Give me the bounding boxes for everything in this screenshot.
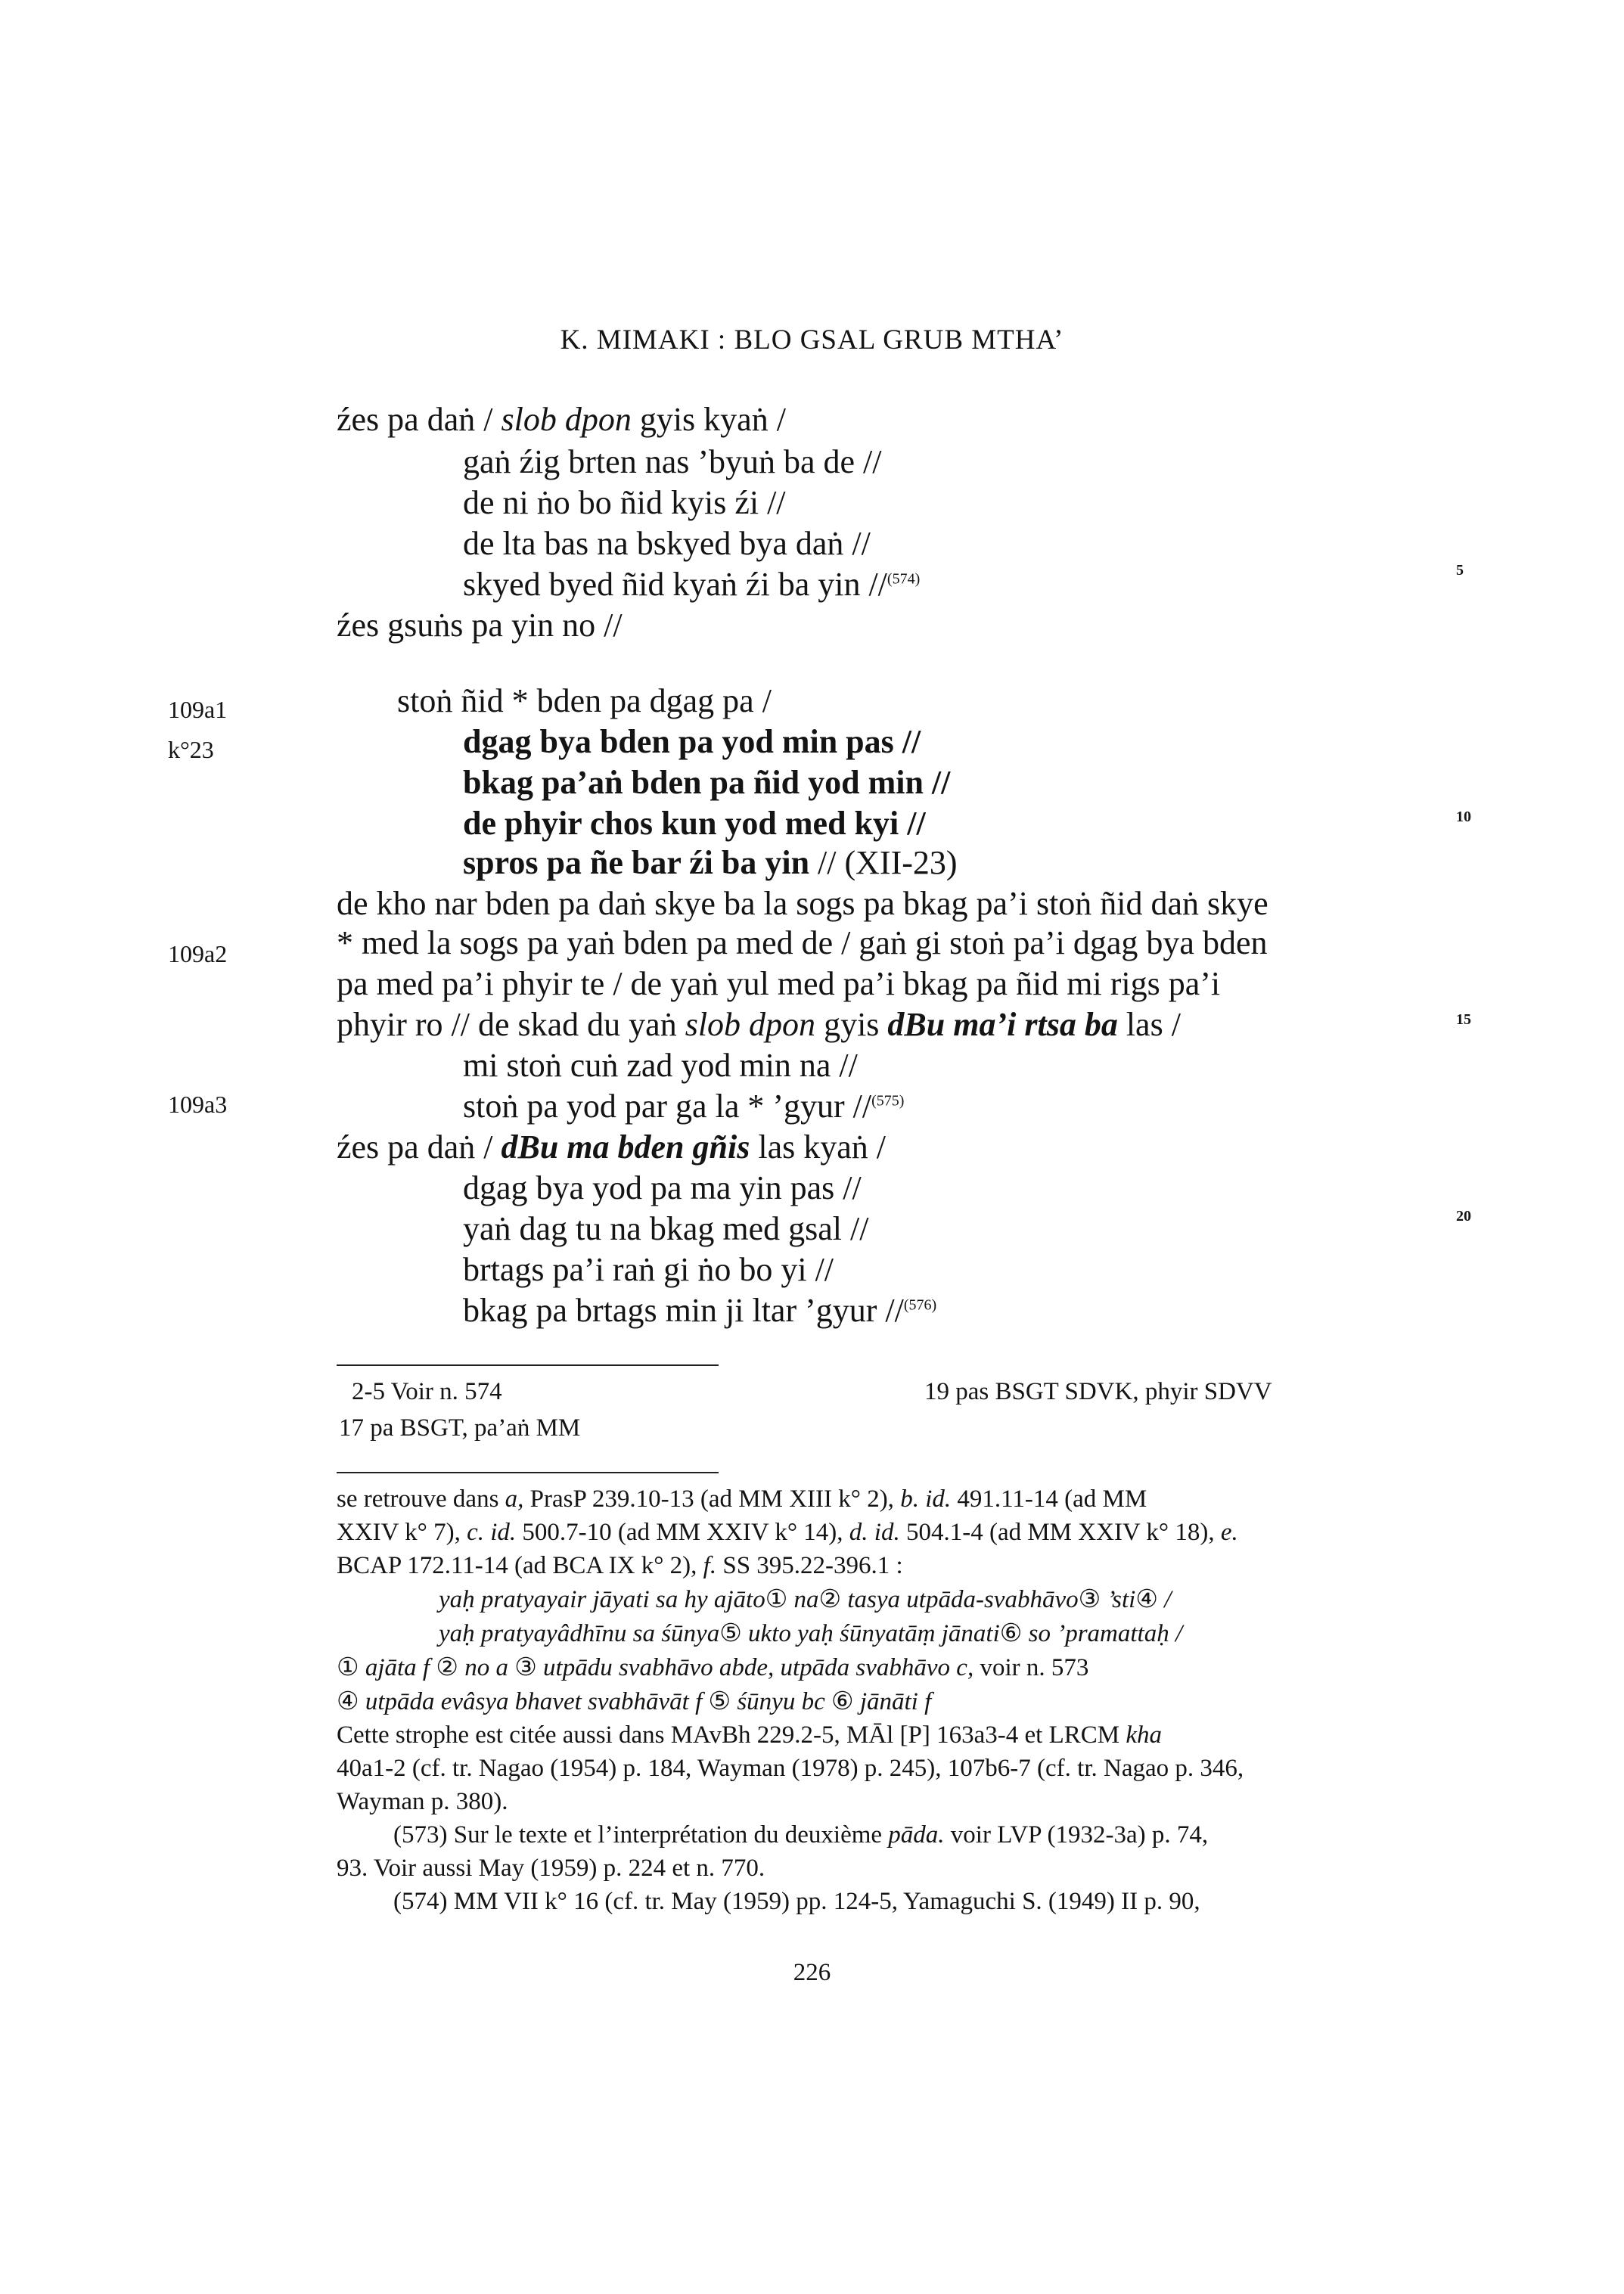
text-segment: dgag bya bden pa yod min pas //: [463, 723, 921, 760]
footnote-line: [337, 1685, 931, 1718]
text-segment: se retrouve dans: [337, 1485, 505, 1513]
text-segment: ④: [1135, 1586, 1158, 1613]
text-segment: (573) Sur le texte et l’interprétation du deuxième: [393, 1821, 889, 1849]
text-segment: /: [1157, 1586, 1172, 1613]
text-line: [463, 1168, 862, 1209]
text-line: [337, 1127, 886, 1168]
text-segment: gaṅ źig brten nas ’byuṅ ba de //: [463, 443, 882, 480]
folio-ref: 109a1: [168, 696, 228, 723]
text-line: [463, 523, 871, 564]
text-segment: dBu ma bden gñis: [501, 1128, 750, 1166]
footnote-line: [337, 1482, 1147, 1516]
text-segment: f.: [703, 1552, 717, 1579]
text-segment: so ’pramattaḥ /: [1022, 1620, 1183, 1647]
footnote-line: [439, 1583, 1171, 1616]
text-segment: yaḥ pratyayâdhīnu sa śūnya: [439, 1620, 720, 1647]
apparatus-rule: [337, 1364, 719, 1366]
footnote-line: [337, 1651, 1088, 1684]
text-segment: ⑥: [999, 1620, 1023, 1647]
text-line: [337, 1004, 1181, 1045]
text-segment: XXIV k° 7),: [337, 1519, 467, 1546]
text-line: [397, 681, 772, 722]
text-line: [463, 843, 958, 883]
text-segment: na: [787, 1586, 819, 1613]
text-segment: phyir ro // de skad du yaṅ: [337, 1006, 685, 1043]
text-segment: pa med pa’i phyir te / de yaṅ yul med pa’i bkag pa ñid mi rigs pa’i: [337, 965, 1221, 1002]
text-segment: las kyaṅ /: [750, 1128, 886, 1166]
text-segment: pāda.: [888, 1821, 945, 1849]
text-line: [463, 442, 882, 483]
footnote-line: [337, 1852, 765, 1885]
text-segment: dBu ma’i rtsa ba: [887, 1006, 1118, 1043]
text-segment: dgag bya yod pa ma yin pas //: [463, 1169, 862, 1206]
text-line: [337, 399, 786, 440]
text-segment: stoṅ pa yod par ga la * ’gyur //: [463, 1088, 872, 1125]
text-segment: // (XII-23): [809, 844, 958, 881]
text-segment: yaṅ dag tu na bkag med gsal //: [463, 1210, 869, 1247]
text-segment: utpādu svabhāvo abde, utpāda svabhāvo c,: [543, 1654, 974, 1681]
text-segment: śūnyu bc: [737, 1688, 825, 1715]
text-segment: slob dpon: [685, 1006, 816, 1043]
text-segment: ’sti: [1101, 1586, 1136, 1613]
text-line: [463, 483, 786, 523]
text-segment: (574) MM VII k° 16 (cf. tr. May (1959) pp. 124-5, Yamaguchi S. (1949) II p. 90,: [393, 1888, 1200, 1915]
text-segment: ⑤: [702, 1688, 737, 1715]
text-segment: gyis kyaṅ /: [631, 401, 786, 438]
line-number: 20: [1456, 1208, 1471, 1225]
running-header: K. MIMAKI : BLO GSAL GRUB MTHA’: [560, 324, 1064, 355]
text-segment: kha: [1126, 1721, 1162, 1749]
text-segment: no a: [464, 1654, 508, 1681]
footnote-ref: (576): [903, 1296, 937, 1314]
text-segment: e.: [1220, 1519, 1238, 1546]
text-segment: Wayman p. 380).: [337, 1788, 508, 1815]
text-segment: bkag pa brtags min ji ltar ’gyur //: [463, 1292, 904, 1329]
text-segment: ②: [818, 1586, 842, 1613]
footnote-line: [337, 1785, 508, 1818]
text-segment: 500.7-10 (ad MM XXIV k° 14),: [516, 1519, 849, 1546]
text-segment: gyis: [815, 1006, 888, 1043]
text-line: [463, 1249, 834, 1290]
text-segment: ①: [765, 1586, 788, 1613]
folio-ref: 109a3: [168, 1091, 228, 1118]
text-segment: ⑤: [719, 1620, 742, 1647]
text-segment: Cette strophe est citée aussi dans MAvBh 229.2-5, MĀl [P] 163a3-4 et LRCM: [337, 1721, 1126, 1749]
text-segment: de kho nar bden pa daṅ skye ba la sogs pa bkag pa’i stoṅ ñid daṅ skye: [337, 885, 1268, 922]
text-line: [463, 803, 926, 844]
text-line: [337, 923, 1267, 964]
footnote-line: [337, 1752, 1244, 1785]
text-line: [337, 964, 1220, 1004]
line-number: 5: [1456, 562, 1464, 579]
text-segment: źes gsuṅs pa yin no //: [337, 607, 623, 644]
text-line: [463, 1086, 904, 1127]
line-number: 15: [1456, 1011, 1471, 1028]
text-segment: yaḥ pratyayair jāyati sa hy ajāto: [439, 1586, 765, 1613]
text-line: [463, 564, 920, 605]
text-segment: voir n. 573: [973, 1654, 1089, 1681]
text-line: [463, 1209, 868, 1249]
text-segment: ajāta f: [365, 1654, 430, 1681]
karika-ref: k°23: [168, 736, 214, 763]
text-segment: ③: [1078, 1586, 1101, 1613]
text-line: [463, 722, 921, 762]
text-line: [463, 1045, 858, 1086]
footnote-line: [337, 1718, 1162, 1752]
text-segment: źes pa daṅ /: [337, 1128, 501, 1166]
text-segment: BCAP 172.11-14 (ad BCA IX k° 2),: [337, 1552, 703, 1579]
footnote-line: [393, 1885, 1200, 1918]
page-number: 226: [793, 1959, 831, 1986]
text-segment: spros pa ñe bar źi ba yin: [463, 844, 810, 881]
text-segment: d. id.: [849, 1519, 900, 1546]
text-segment: * med la sogs pa yaṅ bden pa med de / gaṅ gi stoṅ pa’i dgag bya bden: [337, 924, 1268, 961]
text-line: [463, 1290, 936, 1331]
text-segment: PrasP 239.10-13 (ad MM XIII k° 2),: [523, 1485, 901, 1513]
text-segment: ukto yaḥ śūnyatāṃ jānati: [741, 1620, 1000, 1647]
text-segment: brtags pa’i raṅ gi ṅo bo yi //: [463, 1251, 834, 1288]
text-segment: de ni ṅo bo ñid kyis źi //: [463, 484, 786, 521]
text-segment: voir LVP (1932-3a) p. 74,: [944, 1821, 1209, 1849]
text-segment: 491.11-14 (ad MM: [951, 1485, 1147, 1513]
text-segment: jānāti f: [859, 1688, 932, 1715]
text-segment: b. id.: [900, 1485, 952, 1513]
footnote-ref: (574): [887, 570, 921, 588]
text-segment: 93. Voir aussi May (1959) p. 224 et n. 770.: [337, 1855, 765, 1882]
footnote-line: [439, 1617, 1182, 1650]
variant-reading: 2-5 Voir n. 574: [352, 1378, 502, 1405]
footnote-line: [393, 1818, 1208, 1852]
footnote-line: [337, 1549, 903, 1582]
text-segment: 40a1-2 (cf. tr. Nagao (1954) p. 184, Wayman (1978) p. 245), 107b6-7 (cf. tr. Nagao p. 346,: [337, 1755, 1244, 1782]
text-line: [337, 605, 623, 646]
text-segment: las /: [1117, 1006, 1181, 1043]
folio-ref: 109a2: [168, 940, 228, 967]
text-segment: bkag pa’aṅ bden pa ñid yod min //: [463, 764, 951, 801]
footnote-ref: (575): [871, 1092, 905, 1110]
line-number: 10: [1456, 809, 1471, 825]
text-segment: de phyir chos kun yod med kyi //: [463, 805, 926, 842]
text-segment: źes pa daṅ /: [337, 401, 501, 438]
text-segment: skyed byed ñid kyaṅ źi ba yin //: [463, 566, 887, 603]
footnote-line: [337, 1516, 1238, 1549]
text-segment: utpāda evâsya bhavet svabhāvāt f: [365, 1688, 703, 1715]
text-segment: ③: [508, 1654, 544, 1681]
text-segment: mi stoṅ cuṅ zad yod min na //: [463, 1047, 858, 1084]
text-line: [337, 883, 1268, 924]
text-segment: c. id.: [467, 1519, 517, 1546]
text-segment: slob dpon: [501, 401, 632, 438]
text-segment: ①: [337, 1654, 365, 1681]
text-line: [463, 762, 950, 803]
footnote-rule: [337, 1472, 719, 1473]
text-segment: de lta bas na bskyed bya daṅ //: [463, 525, 871, 562]
text-segment: ⑥: [824, 1688, 860, 1715]
text-segment: SS 395.22-396.1 :: [716, 1552, 903, 1579]
variant-reading: 19 pas BSGT SDVK, phyir SDVV: [924, 1378, 1272, 1405]
text-segment: a,: [505, 1485, 524, 1513]
text-segment: 504.1-4 (ad MM XXIV k° 18),: [899, 1519, 1221, 1546]
text-segment: ②: [430, 1654, 465, 1681]
variant-reading: 17 pa BSGT, pa’aṅ MM: [339, 1414, 581, 1442]
text-segment: tasya utpāda-svabhāvo: [841, 1586, 1079, 1613]
text-segment: stoṅ ñid * bden pa dgag pa /: [397, 682, 772, 719]
text-segment: ④: [337, 1688, 365, 1715]
